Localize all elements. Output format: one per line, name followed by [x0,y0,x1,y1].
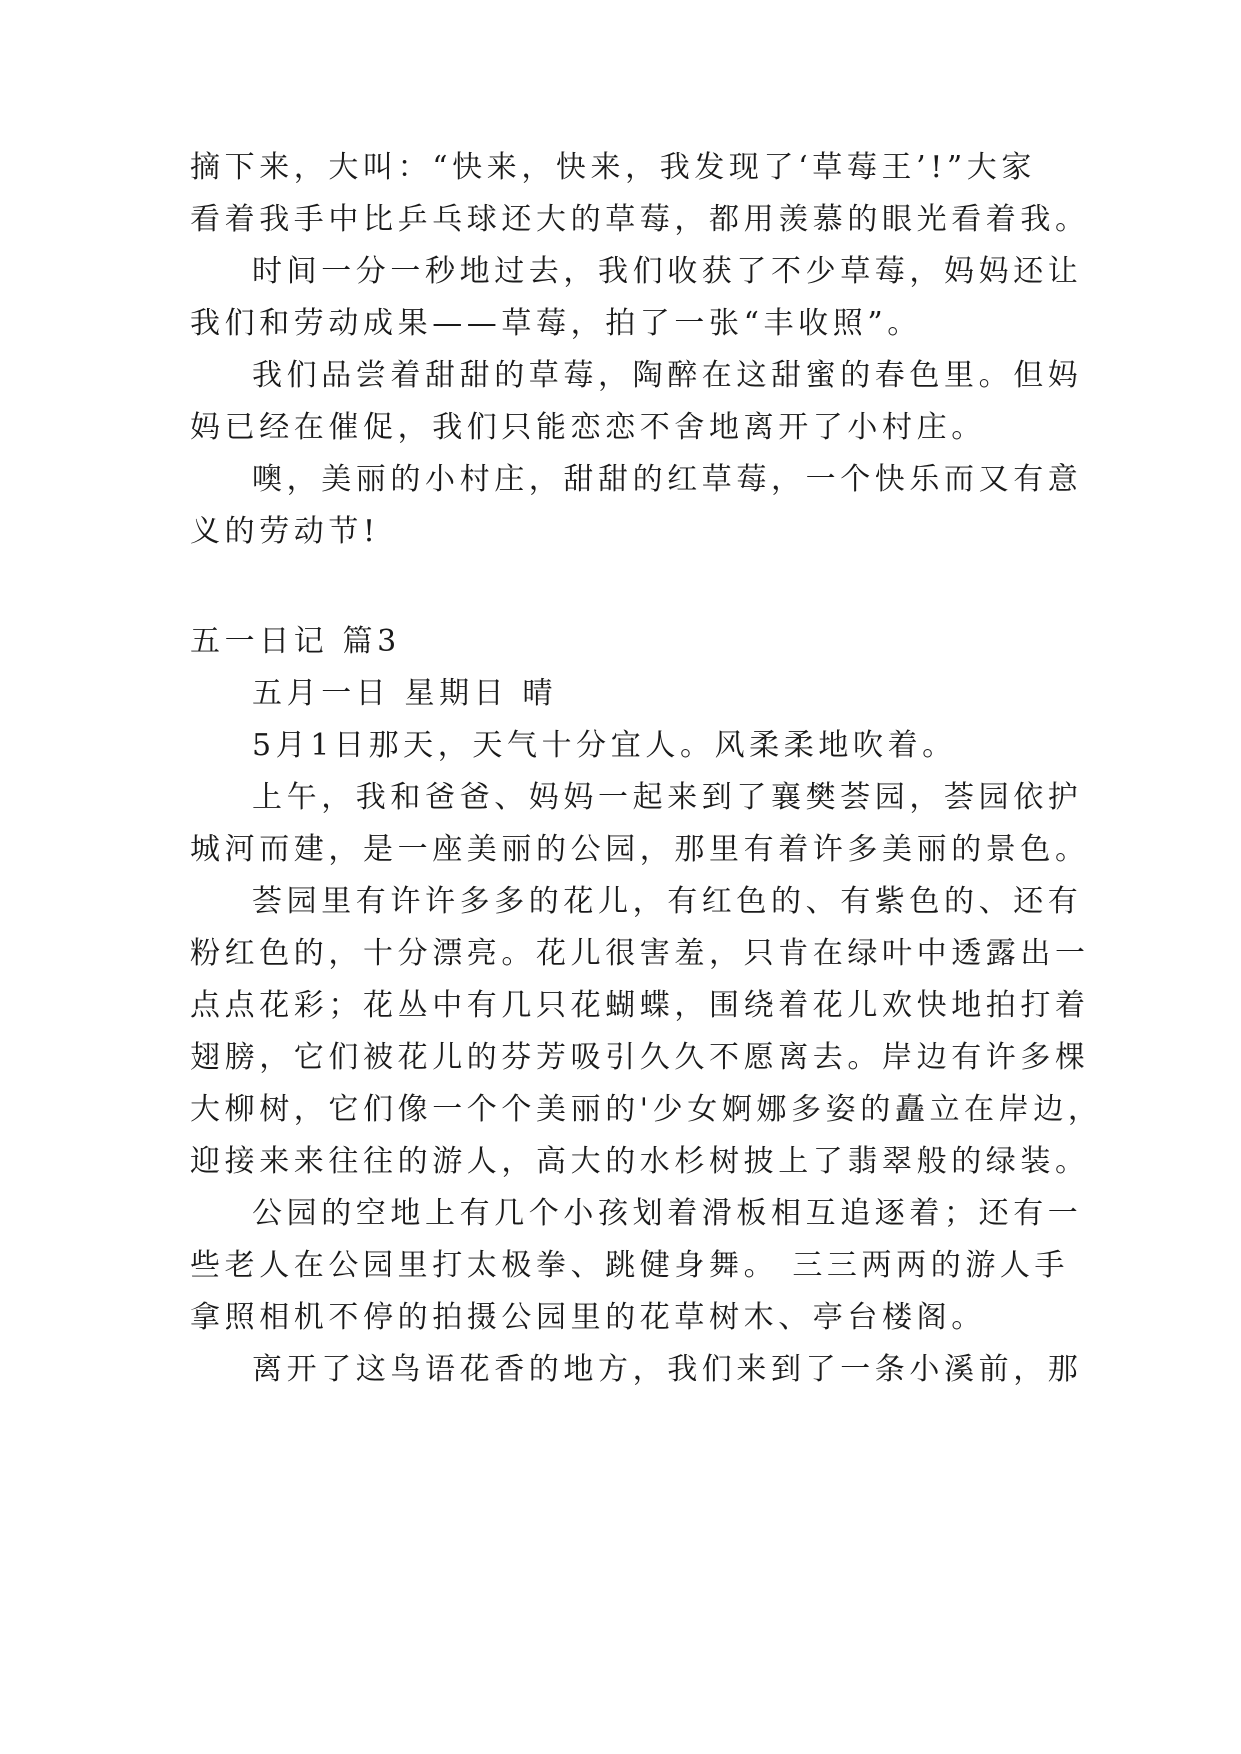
text-line: 妈已经在催促，我们只能恋恋不舍地离开了小村庄。 [190,410,986,445]
text-line: 拿照相机不停的拍摄公园里的花草树木、亭台楼阁。 [190,1300,986,1335]
text-line: 摘下来，大叫：“快来，快来，我发现了‘草莓王’!”大家 [190,150,1037,185]
date-line: 五月一日 星期日 晴 [252,676,558,711]
text-line: 城河而建，是一座美丽的公园，那里有着许多美丽的景色。 [190,832,1090,867]
paragraph-start-line: 噢，美丽的小村庄，甜甜的红草莓，一个快乐而又有意 [252,462,1083,497]
paragraph-start-line: 时间一分一秒地过去，我们收获了不少草莓，妈妈还让 [252,254,1083,289]
paragraph-start-line: 上午，我和爸爸、妈妈一起来到了襄樊荟园，荟园依护 [252,780,1083,815]
paragraph-start-line: 离开了这鸟语花香的地方，我们来到了一条小溪前，那 [252,1352,1083,1387]
text-line: 义的劳动节! [190,514,380,549]
text-line: 迎接来来往往的游人，高大的水杉树披上了翡翠般的绿装。 [190,1144,1090,1179]
text-line: 粉红色的，十分漂亮。花儿很害羞，只肯在绿叶中透露出一 [190,936,1090,971]
text-line: 大柳树，它们像一个个美丽的'少女婀娜多姿的矗立在岸边， [190,1092,1103,1127]
section-heading: 五一日记 篇3 [190,624,401,659]
paragraph-start-line: 公园的空地上有几个小孩划着滑板相互追逐着；还有一 [252,1196,1083,1231]
paragraph-start-line: 荟园里有许许多多的花儿，有红色的、有紫色的、还有 [252,884,1083,919]
paragraph-start-line: 我们品尝着甜甜的草莓，陶醉在这甜蜜的春色里。但妈 [252,358,1083,393]
text-line: 翅膀，它们被花儿的芬芳吸引久久不愿离去。岸边有许多棵 [190,1040,1090,1075]
text-line: 我们和劳动成果——草莓，拍了一张“丰收照”。 [190,306,922,341]
text-line: 些老人在公园里打太极拳、跳健身舞。 三三两两的游人手 [190,1248,1070,1283]
text-line: 点点花彩；花丛中有几只花蝴蝶，围绕着花儿欢快地拍打着 [190,988,1090,1023]
paragraph-start-line: 5月1日那天，天气十分宜人。风柔柔地吹着。 [252,728,957,763]
text-line: 看着我手中比乒乓球还大的草莓，都用羡慕的眼光看着我。 [190,202,1090,237]
